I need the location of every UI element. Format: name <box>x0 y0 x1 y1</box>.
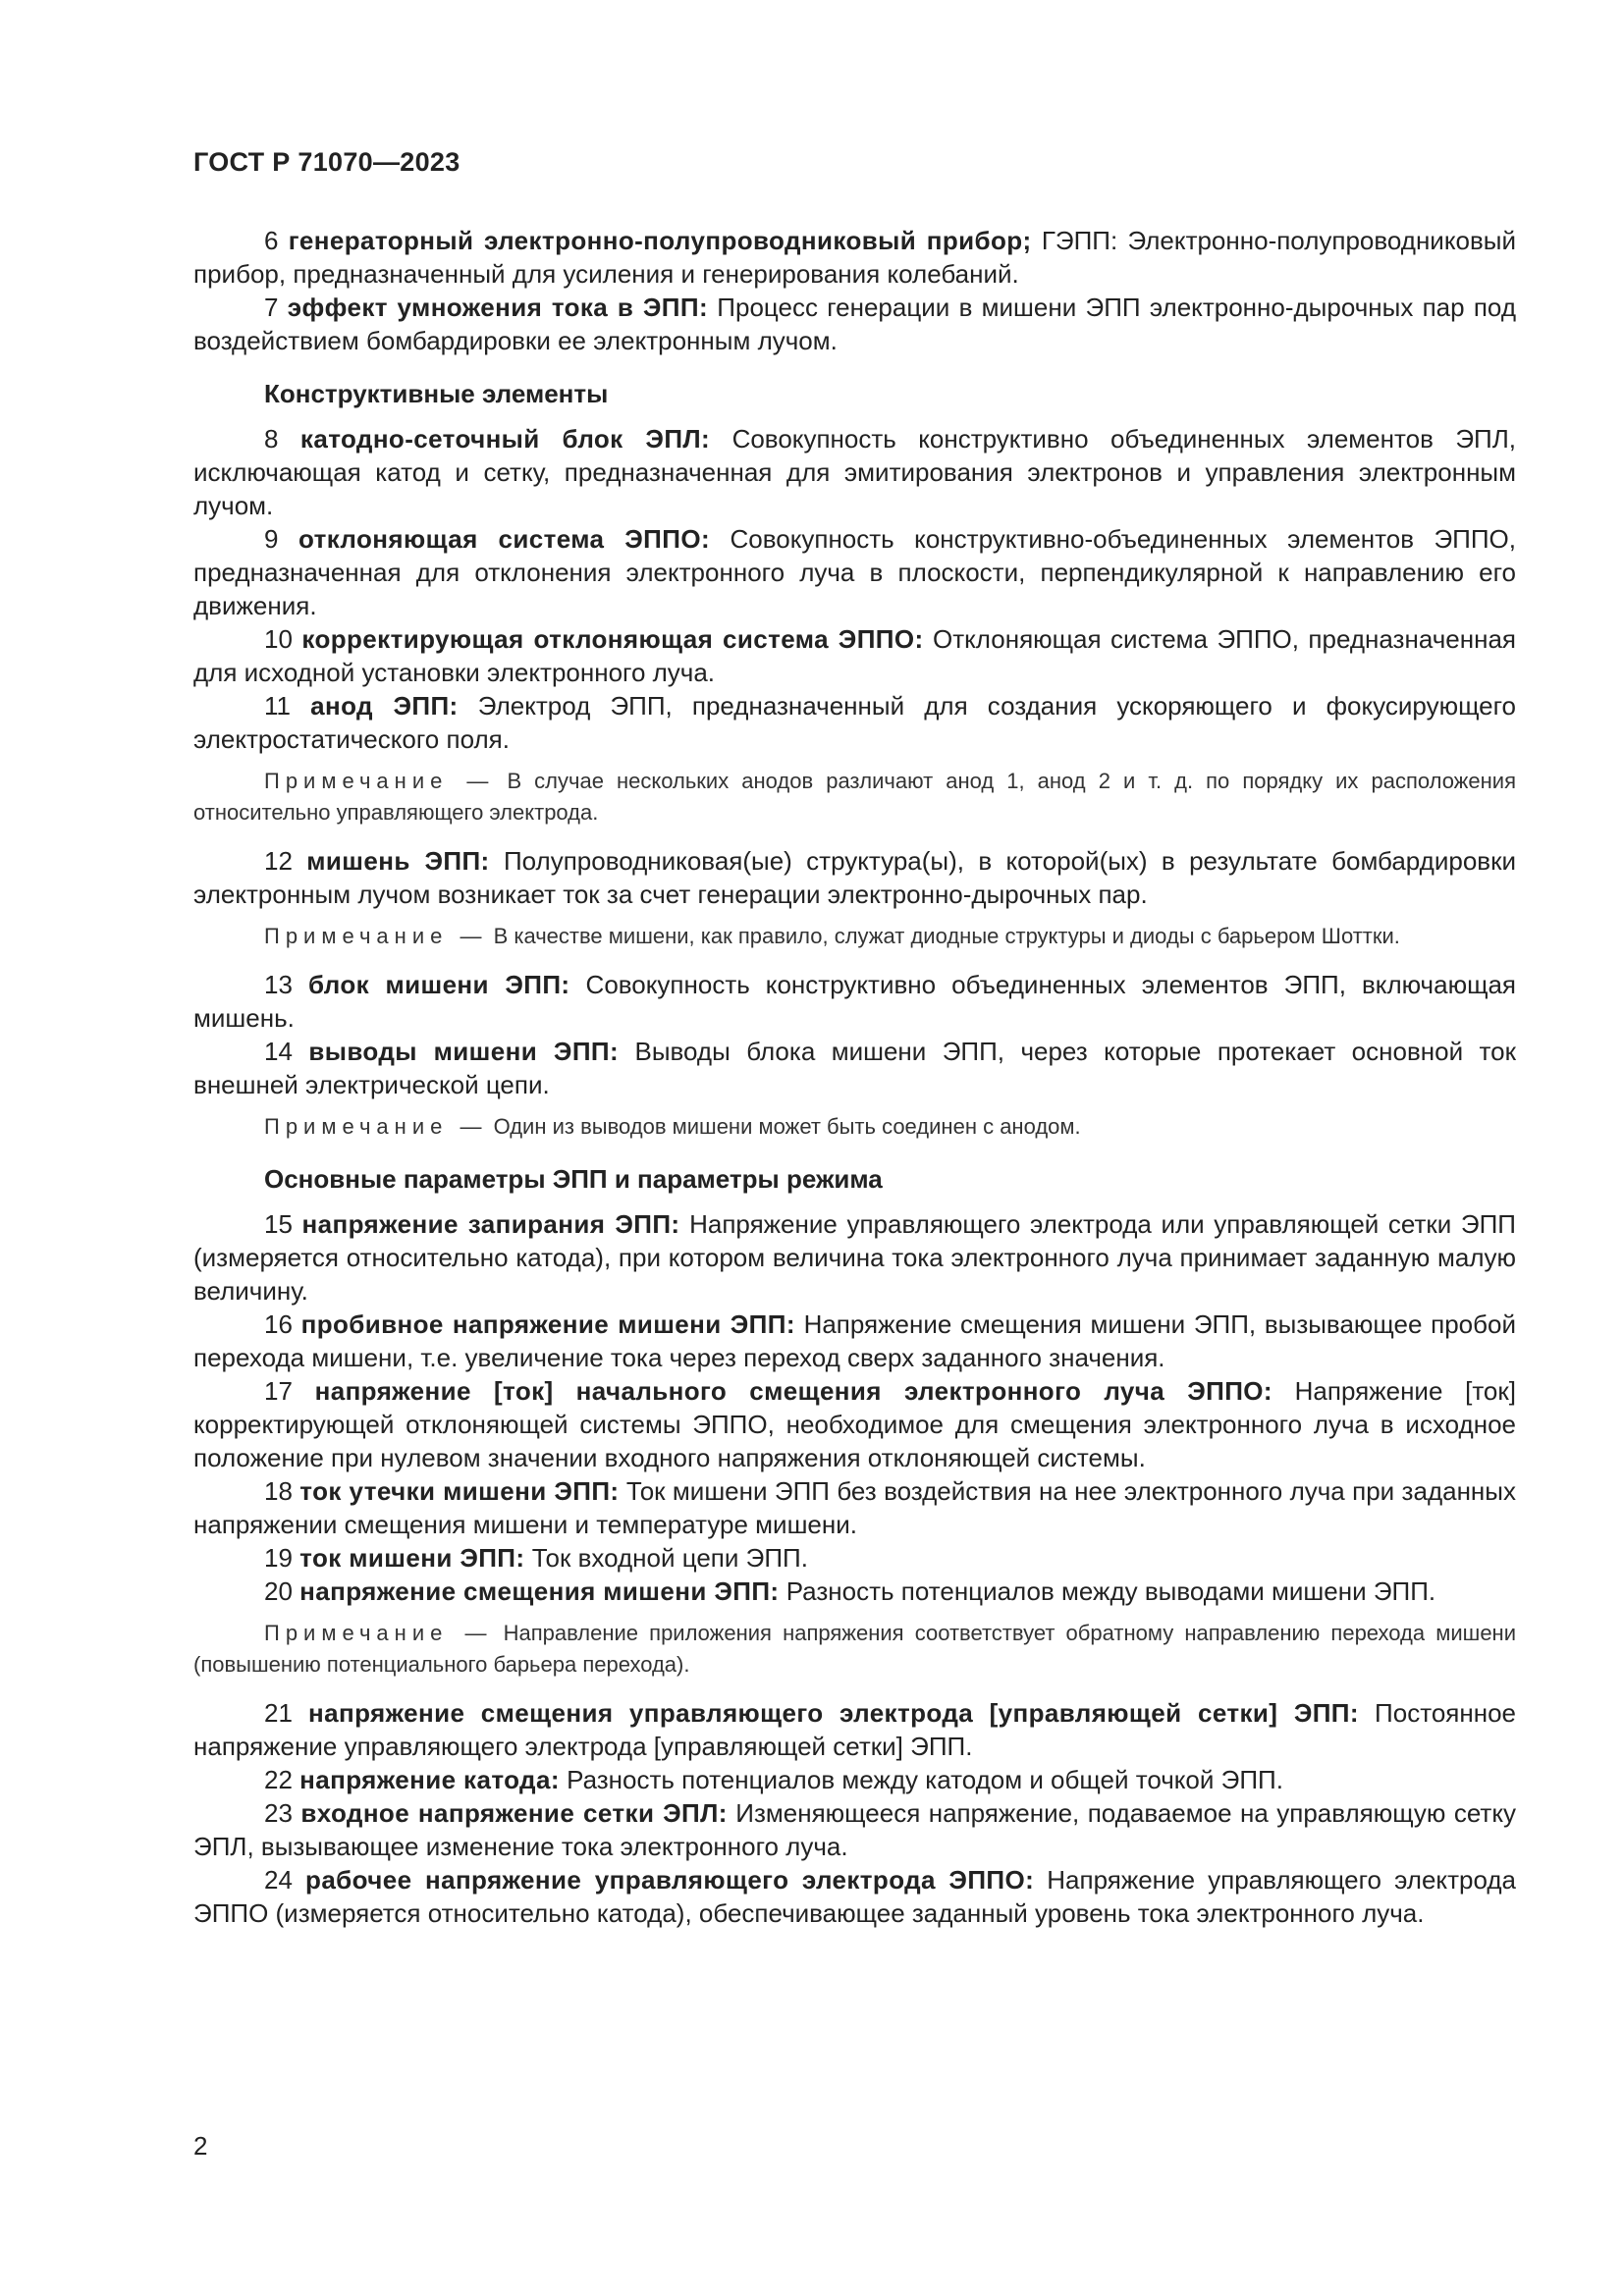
term-name: отклоняющая система ЭППО: <box>298 524 711 554</box>
term-number: 14 <box>264 1037 293 1066</box>
term-number: 11 <box>264 691 291 721</box>
term-definition: Изменяющееся напряжение, подаваемое на управляющую сетку ЭПЛ, вызывающее изменение тока электронного луча. <box>193 1798 1517 1861</box>
standard-header: ГОСТ Р 71070—2023 <box>193 147 460 177</box>
term-name: катодно-сеточный блок ЭПЛ: <box>299 424 711 454</box>
term-name: блок мишени ЭПП: <box>307 970 570 999</box>
term-entry <box>193 1207 1516 1308</box>
term-entry <box>193 1863 1516 1930</box>
term-number: 22 <box>264 1765 293 1794</box>
term-name: выводы мишени ЭПП: <box>308 1037 620 1066</box>
term-definition: Напряжение [ток] корректирующей отклоняющей системы ЭППО, необходимое для смещения электронного луча в исходное положение при нулевом значении входного напряжения отклоняющей системы. <box>193 1376 1516 1472</box>
section-heading: Основные параметры ЭПП и параметры режима <box>264 1164 883 1194</box>
term-name: напряжение смещения мишени ЭПП: <box>299 1576 780 1606</box>
term-entry <box>193 1374 1516 1474</box>
term-number: 17 <box>264 1376 293 1406</box>
note-text: Направление приложения напряжения соответствует обратному направлению перехода мишени (повышению потенциального барьера перехода). <box>193 1621 1516 1677</box>
term-definition: Совокупность конструктивно объединенных элементов ЭПЛ, исключающая катод и сетку, предназначенная для эмитирования электронов и управления электронным лучом. <box>193 424 1516 520</box>
term-name: анод ЭПП: <box>310 691 459 721</box>
term-entry <box>193 291 1516 357</box>
term-entry <box>193 1474 1516 1541</box>
term-entry <box>193 522 1516 622</box>
section-heading: Конструктивные элементы <box>264 379 609 408</box>
term-definition: Напряжение смещения мишени ЭПП, вызывающее пробой перехода мишени, т.е. увеличение тока через переход сверх заданного значения. <box>193 1309 1516 1372</box>
term-entry <box>193 1541 1516 1575</box>
term-definition: ГЭПП: Электронно-полупроводниковый прибор, предназначенный для усиления и генерирования колебаний. <box>193 226 1516 289</box>
term-entry <box>193 1796 1516 1863</box>
term-definition: Разность потенциалов между выводами мишени ЭПП. <box>779 1576 1436 1606</box>
term-number: 21 <box>264 1698 293 1728</box>
note <box>193 921 1516 952</box>
term-number: 10 <box>264 624 293 654</box>
term-number: 18 <box>264 1476 293 1506</box>
term-definition: Ток входной цепи ЭПП. <box>524 1543 808 1573</box>
term-entry <box>193 622 1516 689</box>
document-body <box>193 224 1516 1930</box>
term-number: 8 <box>264 424 279 454</box>
term-name: напряжение смещения управляющего электрода [управляющей сетки] ЭПП: <box>308 1698 1359 1728</box>
term-name: ток утечки мишени ЭПП: <box>299 1476 620 1506</box>
term-number: 15 <box>264 1209 293 1239</box>
term-definition: Полупроводниковая(ые) структура(ы), в которой(ых) в результате бомбардировки электронным лучом возникает ток за счет генерации электронно-дырочных пар. <box>193 846 1516 909</box>
term-number: 24 <box>264 1865 293 1895</box>
term-definition: Совокупность конструктивно-объединенных элементов ЭППО, предназначенная для отклонения электронного луча в плоскости, перпендикулярной к направлению его движения. <box>193 524 1517 620</box>
term-number: 12 <box>264 846 293 876</box>
term-entry <box>193 422 1516 522</box>
note-label: Примечание — <box>264 1621 493 1645</box>
term-name: пробивное напряжение мишени ЭПП: <box>300 1309 795 1339</box>
note-label: Примечание — <box>264 1114 488 1139</box>
term-entry <box>193 1035 1516 1101</box>
term-name: напряжение запирания ЭПП: <box>301 1209 680 1239</box>
term-number: 6 <box>264 226 279 255</box>
term-definition: Совокупность конструктивно объединенных элементов ЭПП, включающая мишень. <box>193 970 1516 1033</box>
note-text: В случае нескольких анодов различают анод 1, анод 2 и т. д. по порядку их расположения относительно управляющего электрода. <box>193 769 1516 825</box>
term-number: 7 <box>264 293 279 322</box>
page-number: 2 <box>193 2131 208 2161</box>
term-name: генераторный электронно-полупроводниковый прибор; <box>288 226 1032 255</box>
term-definition: Напряжение управляющего электрода или управляющей сетки ЭПП (измеряется относительно катода), при котором величина тока электронного луча принимает заданную малую величину. <box>193 1209 1516 1306</box>
term-entry <box>193 1575 1516 1608</box>
term-entry <box>193 224 1516 291</box>
term-number: 9 <box>264 524 279 554</box>
term-name: входное напряжение сетки ЭПЛ: <box>300 1798 728 1828</box>
note-text: Один из выводов мишени может быть соединен с анодом. <box>487 1114 1081 1139</box>
term-name: рабочее напряжение управляющего электрода ЭППО: <box>305 1865 1035 1895</box>
note-label: Примечание — <box>264 769 495 793</box>
term-entry <box>193 1308 1516 1374</box>
term-number: 16 <box>264 1309 293 1339</box>
term-definition: Напряжение управляющего электрода ЭППО (измеряется относительно катода), обеспечивающее заданный уровень тока электронного луча. <box>193 1865 1516 1928</box>
term-definition: Процесс генерации в мишени ЭПП электронно-дырочных пар под воздействием бомбардировки ее электронным лучом. <box>193 293 1516 355</box>
note-text: В качестве мишени, как правило, служат диодные структуры и диоды с барьером Шоттки. <box>487 924 1400 948</box>
term-definition: Разность потенциалов между катодом и общей точкой ЭПП. <box>559 1765 1283 1794</box>
term-entry <box>193 844 1516 911</box>
term-entry <box>193 689 1516 756</box>
term-number: 23 <box>264 1798 293 1828</box>
term-name: напряжение катода: <box>299 1765 560 1794</box>
term-definition: Ток мишени ЭПП без воздействия на нее электронного луча при заданных напряжении смещения мишени и температуре мишени. <box>193 1476 1516 1539</box>
term-entry <box>193 968 1516 1035</box>
term-number: 20 <box>264 1576 293 1606</box>
term-name: напряжение [ток] начального смещения электронного луча ЭППО: <box>314 1376 1272 1406</box>
term-name: ток мишени ЭПП: <box>299 1543 525 1573</box>
note <box>193 1618 1516 1681</box>
note-label: Примечание — <box>264 924 488 948</box>
term-name: мишень ЭПП: <box>306 846 490 876</box>
term-name: эффект умножения тока в ЭПП: <box>287 293 709 322</box>
term-definition: Электрод ЭПП, предназначенный для создания ускоряющего и фокусирующего электростатического поля. <box>193 691 1516 754</box>
term-name: корректирующая отклоняющая система ЭППО: <box>301 624 924 654</box>
term-entry <box>193 1763 1516 1796</box>
note <box>193 766 1516 828</box>
term-number: 13 <box>264 970 293 999</box>
term-definition: Постоянное напряжение управляющего электрода [управляющей сетки] ЭПП. <box>193 1698 1516 1761</box>
term-definition: Отклоняющая система ЭППО, предназначенная для исходной установки электронного луча. <box>193 624 1516 687</box>
note <box>193 1111 1516 1143</box>
term-number: 19 <box>264 1543 293 1573</box>
term-entry <box>193 1696 1516 1763</box>
term-definition: Выводы блока мишени ЭПП, через которые протекает основной ток внешней электрической цепи. <box>193 1037 1516 1099</box>
